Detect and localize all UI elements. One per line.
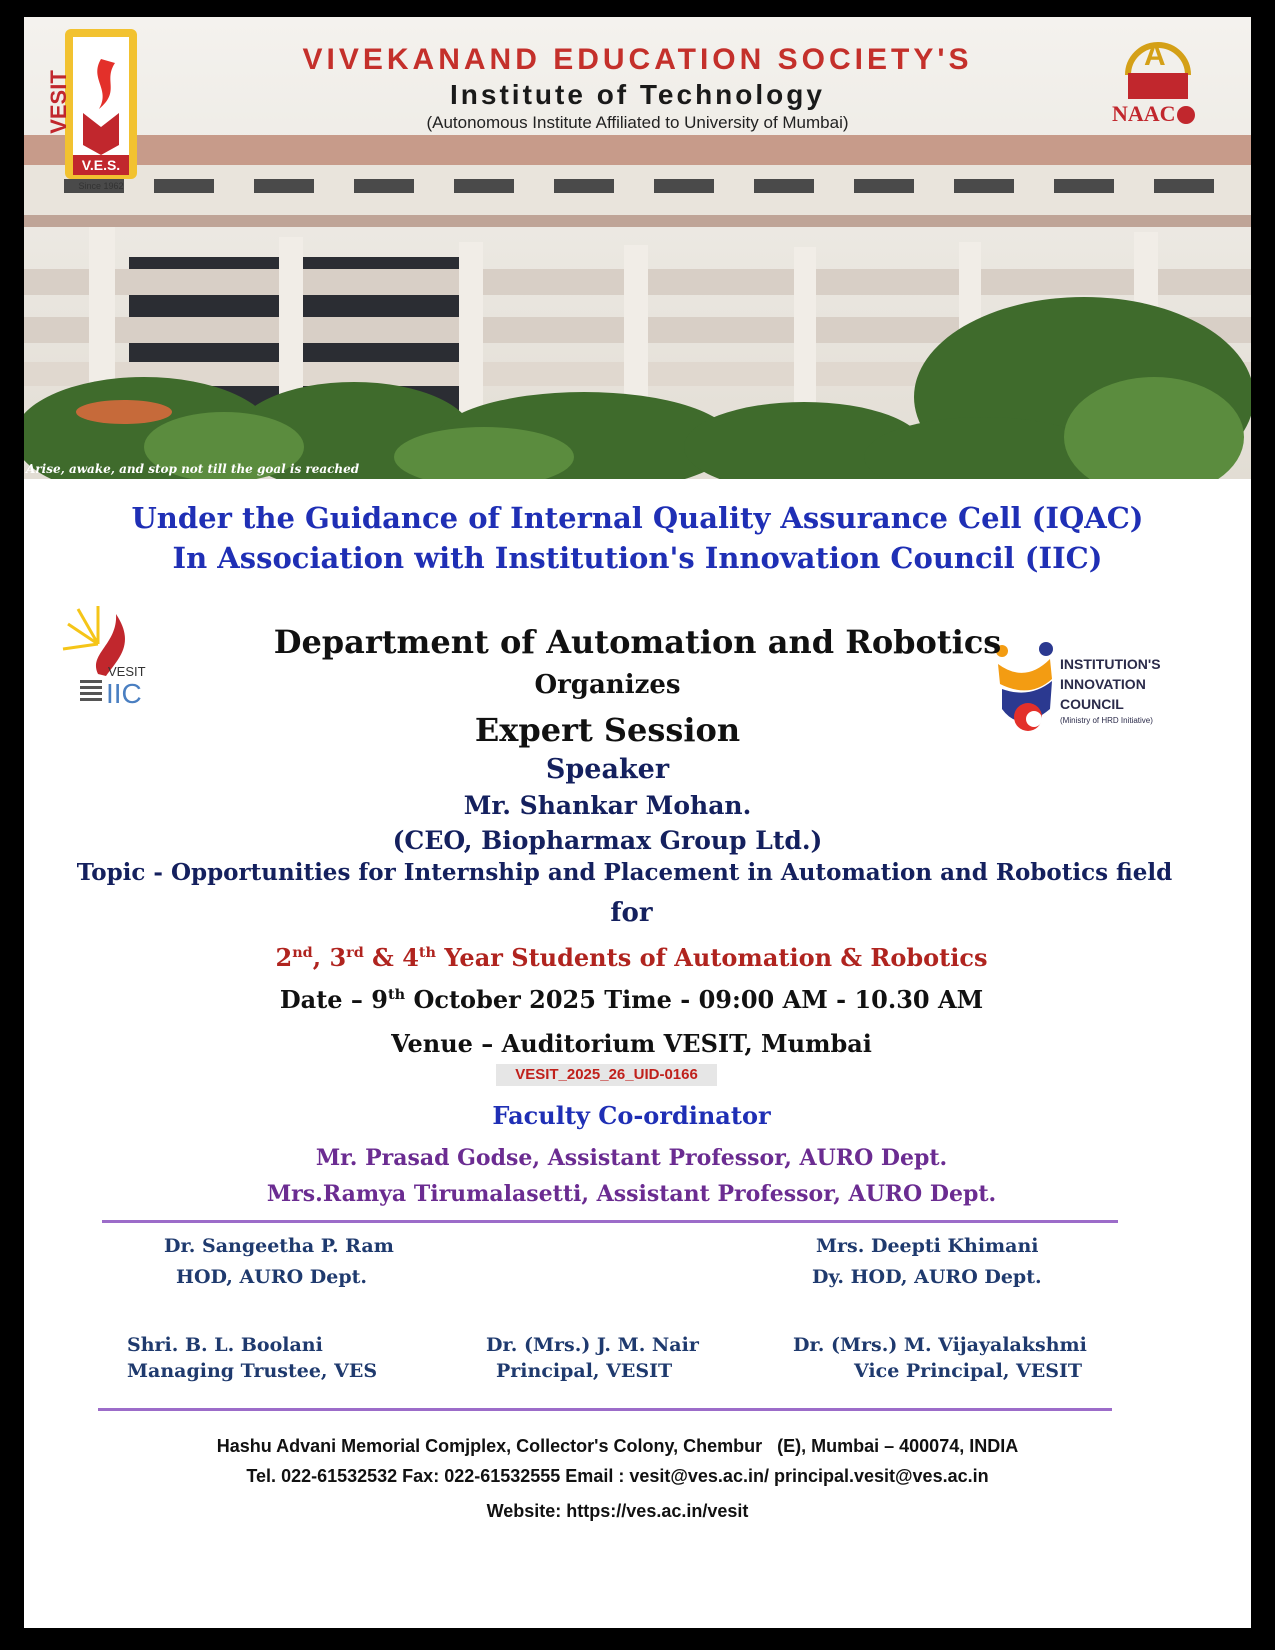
naac-grade: A [1144, 39, 1166, 72]
iic-right-line3: COUNCIL [1060, 696, 1124, 712]
vp-title: Vice Principal, VESIT [854, 1360, 1083, 1382]
footer-address: Hashu Advani Memorial Comjplex, Collector's Colony, Chembur (E), Mumbai – 400074, INDIA [216, 1436, 1019, 1456]
date-time-line: Date – 9th October 2025 Time - 09:00 AM - 10.30 AM [279, 985, 984, 1014]
iic-left-top: VESIT [108, 664, 146, 679]
hod-title: HOD, AURO Dept. [176, 1266, 368, 1288]
organizes-label: Organizes [534, 670, 681, 700]
audience-line: 2nd, 3rd & 4th Year Students of Automation & Robotics [275, 943, 988, 972]
hod-name: Dr. Sangeetha P. Ram [164, 1235, 394, 1257]
for-label: for [610, 898, 653, 928]
divider-bottom [98, 1408, 1112, 1411]
divider-top [102, 1220, 1118, 1223]
affiliation-text: (Autonomous Institute Affiliated to University of Mumbai) [426, 113, 849, 132]
naac-label: NAAC [1112, 101, 1176, 126]
principal-name: Dr. (Mrs.) J. M. Nair [486, 1334, 699, 1356]
speaker-label: Speaker [545, 754, 670, 785]
trustee-name: Shri. B. L. Boolani [127, 1334, 323, 1356]
speaker-name: Mr. Shankar Mohan. [463, 791, 752, 820]
ves-badge-text: V.E.S. [81, 157, 121, 173]
society-title: VIVEKANAND EDUCATION SOCIETY'S [302, 43, 973, 76]
iic-right-line4: (Ministry of HRD Initiative) [1060, 716, 1153, 725]
dyhod-title: Dy. HOD, AURO Dept. [812, 1266, 1042, 1288]
guidance-line-2: In Association with Institution's Innovation Council (IIC) [172, 541, 1103, 575]
event-type: Expert Session [474, 711, 741, 749]
trustee-title: Managing Trustee, VES [127, 1360, 378, 1382]
event-uid: VESIT_2025_26_UID-0166 [496, 1064, 717, 1086]
guidance-line-1: Under the Guidance of Internal Quality Assurance Cell (IQAC) [131, 501, 1144, 535]
vesit-vertical-text: VESIT [45, 70, 71, 134]
coordinator-heading: Faculty Co-ordinator [492, 1101, 771, 1130]
institute-title: Institute of Technology [450, 79, 825, 110]
iic-right-line1: INSTITUTION'S [1060, 656, 1161, 672]
header-banner [24, 17, 1251, 479]
coordinator-2: Mrs.Ramya Tirumalasetti, Assistant Professor, AURO Dept. [266, 1181, 997, 1207]
principal-title: Principal, VESIT [496, 1360, 673, 1382]
iic-right-line2: INNOVATION [1060, 676, 1146, 692]
coordinator-1: Mr. Prasad Godse, Assistant Professor, AURO Dept. [315, 1145, 948, 1171]
motto: Arise, awake, and stop not till the goal is reached [26, 462, 360, 476]
venue-line: Venue – Auditorium VESIT, Mumbai [391, 1029, 872, 1058]
event-topic: Topic - Opportunities for Internship and Placement in Automation and Robotics field [76, 859, 1173, 886]
footer-contact: Tel. 022-61532532 Fax: 022-61532555 Email : vesit@ves.ac.in/ principal.vesit@ves.ac.in [246, 1466, 989, 1486]
since-text: Since 1962 [78, 181, 124, 191]
poster-body [24, 479, 1251, 1628]
iic-left-bottom: IIC [106, 678, 142, 709]
vp-name: Dr. (Mrs.) M. Vijayalakshmi [793, 1334, 1087, 1356]
footer-website: Website: https://ves.ac.in/vesit [486, 1501, 749, 1521]
speaker-role: (CEO, Biopharmax Group Ltd.) [392, 826, 823, 855]
department-name: Department of Automation and Robotics [273, 623, 1002, 661]
dyhod-name: Mrs. Deepti Khimani [816, 1235, 1039, 1257]
